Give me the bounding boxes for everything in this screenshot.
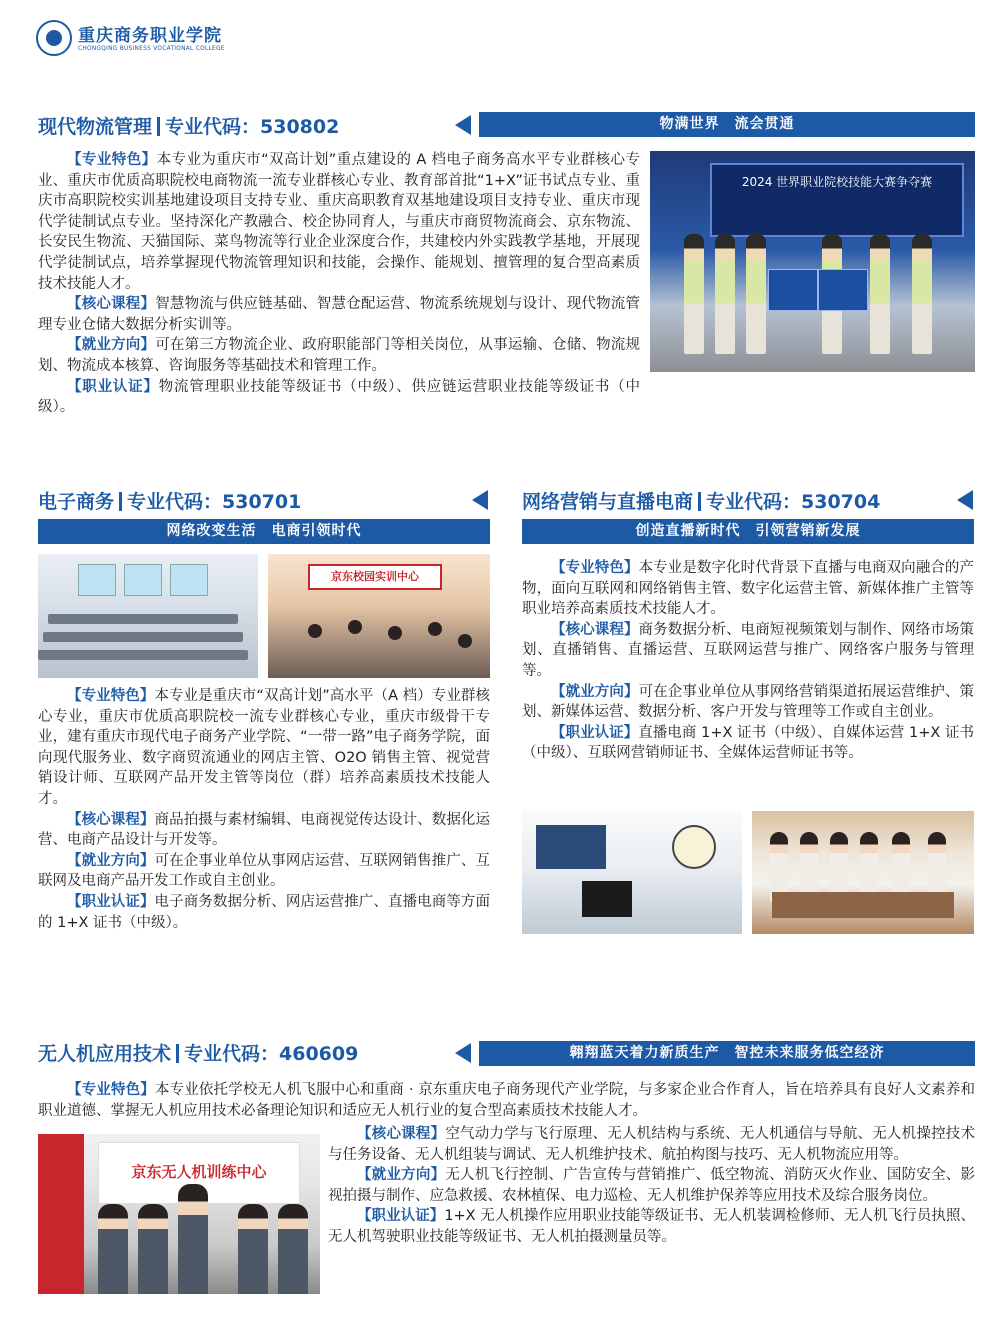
drone-title: 无人机应用技术 xyxy=(38,1043,172,1065)
drone-para-certs: 【职业认证】1+X 无人机操作应用职业技能等级证书、无人机装调检修师、无人机飞行员执照、无人机驾驶职业技能等级证书、无人机拍摄测量员等。 xyxy=(328,1208,975,1245)
ecommerce-photo-lab xyxy=(38,554,258,678)
drone-photo xyxy=(38,1134,320,1294)
college-name-cn: 重庆商务职业学院 xyxy=(78,26,222,46)
college-name-en: CHONGQING BUSINESS VOCATIONAL COLLEGE xyxy=(78,46,225,52)
livestream-title: 网络营销与直播电商 xyxy=(522,491,694,513)
stage-screen xyxy=(710,163,964,237)
drone-code: 专业代码：460609 xyxy=(184,1043,359,1065)
stage-screen-caption: 2024 世界职业院校技能大赛争夺赛 xyxy=(741,175,933,189)
logistics-para-jobs: 【就业方向】可在第三方物流企业、政府职能部门等相关岗位，从事运输、仓储、物流规划、物流成本核算、咨询服务等基础技术和管理工作。 xyxy=(38,337,641,374)
livestream-para-certs: 【职业认证】直播电商 1+X 证书（中级）、自媒体运营 1+X 证书（中级）、互联网营销师证书、全媒体运营师证书等。 xyxy=(522,724,974,762)
triangle-marker-icon xyxy=(455,1043,471,1063)
logistics-para-certs: 【职业认证】物流管理职业技能等级证书（中级）、供应链运营职业技能等级证书（中级）。 xyxy=(38,378,641,416)
ecommerce-title: 电子商务 xyxy=(38,491,115,513)
drone-text xyxy=(328,1124,975,1248)
heading-divider xyxy=(176,1044,179,1063)
livestream-code: 专业代码：530704 xyxy=(706,491,881,513)
photo-sign: 京东校园实训中心 xyxy=(308,564,442,590)
logistics-heading xyxy=(38,115,339,139)
ecommerce-heading xyxy=(38,490,301,514)
logistics-para-courses: 【核心课程】智慧物流与供应链基础、智慧仓配运营、物流系统规划与设计、现代物流管理专业仓储大数据分析实训等。 xyxy=(38,296,641,333)
logistics-text xyxy=(38,150,640,418)
livestream-photo-studio xyxy=(522,811,742,934)
drone-heading xyxy=(38,1042,358,1066)
ecommerce-banner: 网络改变生活 电商引领时代 xyxy=(38,519,490,544)
ecommerce-para-courses: 【核心课程】商品拍摄与素材编辑、电商视觉传达设计、数据化运营、电商产品设计与开发等。 xyxy=(38,811,491,849)
triangle-marker-icon xyxy=(472,490,488,510)
drone-intro xyxy=(38,1080,975,1121)
drone-para-jobs: 【就业方向】无人机飞行控制、广告宣传与营销推广、低空物流、消防灭火作业、国防安全、影视拍摄与制作、应急救援、农林植保、电力巡检、无人机维护保养等应用技术及综合服务岗位。 xyxy=(328,1167,976,1204)
ecommerce-para-jobs: 【就业方向】可在企事业单位从事网店运营、互联网销售推广、互联网及电商产品开发工作或自主创业。 xyxy=(38,852,491,890)
college-logo xyxy=(36,20,236,60)
drone-para-courses: 【核心课程】空气动力学与飞行原理、无人机结构与系统、无人机通信与导航、无人机操控技术与任务设备、无人机组装与调试、无人机维护技术、航拍构图与技巧、无人机物流应用等。 xyxy=(328,1126,976,1163)
triangle-marker-icon xyxy=(455,115,471,135)
ecommerce-code: 专业代码：530701 xyxy=(127,491,302,513)
ecommerce-para-features: 【专业特色】本专业是重庆市“双高计划”高水平（A 档）专业群核心专业，重庆市优质高职院校一流专业群核心专业，重庆市级骨干专业，建有重庆市现代电子商务产业学院、“一带一路”电子商务学院，面向现代服务业、数字商贸流通业的网店主管、O2O 销售主管、视觉营销设计师、互联网产品开发主管等岗位（群）培养高素质技术技能人才。 xyxy=(38,688,490,807)
triangle-marker-icon xyxy=(957,490,973,510)
ecommerce-para-certs: 【职业认证】电子商务数据分析、网店运营推广、直播电商等方面的 1+X 证书（中级）。 xyxy=(38,893,491,931)
livestream-para-courses: 【核心课程】商务数据分析、电商短视频策划与制作、网络市场策划、直播销售、直播运营、互联网运营与推广、网络客户服务与管理等。 xyxy=(522,621,975,679)
ecommerce-photo-class xyxy=(268,554,490,678)
logistics-banner: 物满世界 流会贯通 xyxy=(479,112,975,137)
photo-sign: 京东无人机训练中心 xyxy=(131,1163,267,1181)
livestream-photo-meeting xyxy=(752,811,974,934)
heading-divider xyxy=(157,117,160,136)
drone-para-features: 【专业特色】本专业依托学校无人机飞服中心和重商 · 京东重庆电子商务现代产业学院，与多家企业合作育人，旨在培养具有良好人文素养和职业道德、掌握无人机应用技术必备理论知识和适应无人机行业的复合型高素质技术技能人才。 xyxy=(38,1082,975,1119)
livestream-para-features: 【专业特色】本专业是数字化时代背景下直播与电商双向融合的产物，面向互联网和网络销售主管、数字化运营主管、新媒体推广主管等职业培养高素质技术技能人才。 xyxy=(522,560,975,618)
logistics-code: 专业代码：530802 xyxy=(165,116,340,138)
logistics-para-features: 【专业特色】本专业为重庆市“双高计划”重点建设的 A 档电子商务高水平专业群核心专业、重庆市优质高职院校电商物流一流专业群核心专业、教育部首批“1+X”证书试点专业、重庆市高职院校实训基地建设项目支持专业、重庆高职教育双基地建设项目支持专业、重庆市现代学徒制试点专业。坚持深化产教融合、校企协同育人，与重庆市商贸物流商会、京东物流、长安民生物流、天猫国际、菜鸟物流等行业企业深度合作，共建校内外实践教学基地，开展现代学徒制试点，培养掌握现代物流管理知识和技能，会操作、能规划、擅管理的复合型高素质技术技能人才。 xyxy=(38,152,640,292)
heading-divider xyxy=(119,492,122,511)
livestream-text xyxy=(522,558,974,764)
heading-divider xyxy=(698,492,701,511)
college-seal-icon xyxy=(36,20,72,56)
livestream-heading xyxy=(522,490,880,514)
logistics-title: 现代物流管理 xyxy=(38,116,153,138)
ecommerce-text xyxy=(38,686,490,933)
livestream-banner: 创造直播新时代 引领营销新发展 xyxy=(522,519,974,544)
logistics-photo xyxy=(650,151,975,372)
drone-banner: 翱翔蓝天着力新质生产 智控未来服务低空经济 xyxy=(479,1041,975,1066)
livestream-para-jobs: 【就业方向】可在企事业单位从事网络营销渠道拓展运营维护、策划、新媒体运营、数据分析、客户开发与管理等工作或自主创业。 xyxy=(522,683,975,721)
